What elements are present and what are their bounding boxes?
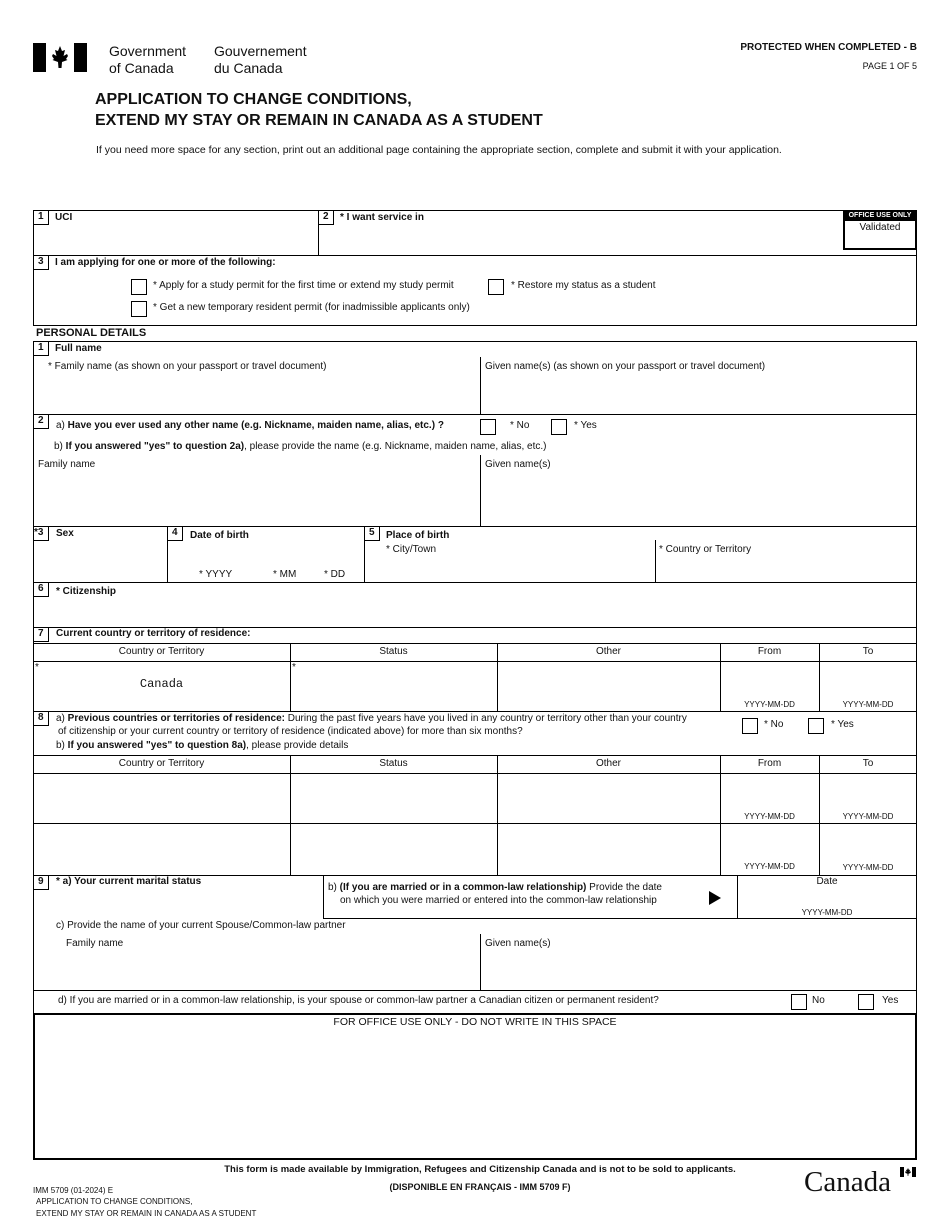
q8-col-status: Status (379, 758, 408, 769)
prev-row1-status-input[interactable] (294, 776, 494, 821)
other-family-name-input[interactable] (36, 474, 476, 524)
gov-en-line2: of Canada (109, 60, 174, 76)
service-label: * I want service in (340, 212, 424, 223)
q8a-rest: During the past five years have you lived in any country or territory other than your country (284, 713, 687, 724)
intro-text: If you need more space for any section, print out an additional page containing the appropriate section, complete and submit it with your application. (96, 144, 782, 156)
q8a-line2: of citizenship or your current country or territory of residence (indicated above) for more than six months? (58, 726, 523, 737)
q7-col-to: To (862, 646, 874, 657)
spouse-given-name-input[interactable] (484, 952, 914, 989)
other-family-name-label: Family name (38, 459, 96, 470)
residence-to-hint: YYYY-MM-DD (842, 700, 894, 709)
q8-col-divider-1 (290, 755, 291, 876)
other-name-question (56, 420, 444, 432)
study-permit-checkbox[interactable] (131, 279, 147, 295)
spouse-citizen-no-label: No (812, 995, 825, 1006)
q2b-bold: If you answered "yes" to question 2a) (65, 441, 245, 452)
q2b-rest: , please provide the name (e.g. Nickname, maiden name, alias, etc.) (244, 441, 547, 452)
q9-divider-1 (323, 875, 324, 919)
pd-q8-number: 8 (33, 711, 49, 726)
q7-status-required: * (292, 662, 296, 673)
restore-status-label: * Restore my status as a student (511, 280, 656, 291)
dob-year-input[interactable] (192, 548, 254, 566)
previous-residence-yes-label: * Yes (831, 719, 854, 730)
footer-notice: This form is made available by Immigration, Refugees and Citizenship Canada and is not to be sold to applicants. (224, 1164, 736, 1175)
spouse-family-name-label: Family name (66, 938, 124, 949)
dob-dd-label: * DD (324, 569, 346, 580)
pob-country-select[interactable] (659, 558, 914, 580)
marriage-date-input[interactable] (742, 890, 912, 906)
residence-status-select[interactable] (294, 664, 494, 709)
q9b-prefix: b) (328, 882, 340, 893)
pd-q4-number: 4 (167, 526, 183, 541)
prev-row1-other-input[interactable] (500, 776, 717, 821)
service-language-select[interactable] (322, 228, 840, 253)
q7-header-top (33, 643, 917, 644)
citizenship-select[interactable] (36, 600, 914, 625)
family-name-label: * Family name (as shown on your passport or travel document) (48, 361, 327, 372)
q7-col-from: From (757, 646, 782, 657)
q2b-prefix: b) (54, 441, 66, 452)
previous-residence-no-checkbox[interactable] (742, 718, 758, 734)
q1-number: 1 (33, 210, 49, 225)
other-given-name-input[interactable] (484, 474, 914, 524)
q2a-text: Have you ever used any other name (e.g. Nickname, maiden name, alias, etc.) ? (67, 420, 444, 431)
given-name-input[interactable] (484, 376, 914, 412)
q7-col-country: Country or Territory (118, 646, 205, 657)
gov-en-line1: Government (109, 43, 187, 59)
footer-form-title-1: APPLICATION TO CHANGE CONDITIONS, (36, 1197, 193, 1206)
dob-month-input[interactable] (266, 548, 306, 566)
q8b-bold: If you answered "yes" to question 8a) (67, 740, 247, 751)
q8-header-top (33, 755, 917, 756)
uci-label: UCI (55, 212, 73, 223)
q9b-bold: (If you are married or in a common-law relationship) (339, 882, 587, 893)
sex-label: Sex (56, 528, 74, 539)
canada-flag-logo (33, 43, 87, 72)
q8b-prefix: b) (56, 740, 68, 751)
prev-row2-to-hint: YYYY-MM-DD (842, 863, 894, 872)
prev-row2-country-input[interactable] (36, 826, 287, 873)
pd-q5-number: 5 (364, 526, 380, 541)
prev-row1-to-hint: YYYY-MM-DD (842, 812, 894, 821)
footer-form-id: IMM 5709 (01-2024) E (33, 1186, 114, 1195)
q7-col-status: Status (379, 646, 408, 657)
spouse-given-name-label: Given name(s) (485, 938, 551, 949)
q9b-text (328, 882, 662, 894)
personal-details-heading: PERSONAL DETAILS (36, 327, 147, 339)
protected-label: PROTECTED WHEN COMPLETED - B (740, 42, 917, 53)
form-title-line1: APPLICATION TO CHANGE CONDITIONS, (95, 91, 412, 108)
office-use-title: OFFICE USE ONLY (848, 212, 912, 219)
q8-col-divider-2 (497, 755, 498, 876)
gov-fr-line1: Gouvernement (214, 43, 307, 59)
applying-label: I am applying for one or more of the following: (55, 257, 276, 268)
prev-row1-country-input[interactable] (36, 776, 287, 821)
other-name-divider (480, 455, 481, 527)
spouse-citizen-no-checkbox[interactable] (791, 994, 807, 1010)
office-use-area (33, 1013, 917, 1160)
q9-row-divider (323, 918, 917, 919)
pob-label: Place of birth (386, 530, 450, 541)
q8a-text (56, 713, 687, 725)
spouse-family-name-input[interactable] (36, 952, 476, 989)
sex-select[interactable] (36, 546, 164, 580)
q8a-prefix: a) (56, 713, 68, 724)
office-use-area-title: FOR OFFICE USE ONLY - DO NOT WRITE IN THIS SPACE (333, 1016, 617, 1028)
marital-status-label: * a) Your current marital status (56, 876, 202, 887)
q8a-bold: Previous countries or territories of residence: (67, 713, 285, 724)
current-residence-label: Current country or territory of residence: (56, 628, 251, 639)
full-name-label: Full name (55, 343, 102, 354)
pd-q7-number: 7 (33, 627, 49, 642)
q8-col-country: Country or Territory (118, 758, 205, 769)
q8-col-to: To (862, 758, 874, 769)
study-permit-label: * Apply for a study permit for the first time or extend my study permit (153, 280, 454, 291)
marriage-date-hint: YYYY-MM-DD (801, 908, 853, 917)
dob-day-input[interactable] (316, 548, 356, 566)
q8b-rest: , please provide details (246, 740, 349, 751)
family-name-input[interactable] (36, 376, 476, 412)
q7-col-other: Other (595, 646, 621, 657)
q3-number: 3 (33, 255, 49, 270)
given-name-label: Given name(s) (as shown on your passport or travel document) (485, 361, 766, 372)
trp-checkbox[interactable] (131, 301, 147, 317)
trp-label: * Get a new temporary resident permit (for inadmissible applicants only) (153, 302, 470, 313)
dob-mm-label: * MM (273, 569, 297, 580)
footer-french: (DISPONIBLE EN FRANÇAIS - IMM 5709 F) (389, 1182, 571, 1192)
residence-to-input[interactable] (822, 664, 914, 698)
residence-from-hint: YYYY-MM-DD (744, 700, 795, 709)
previous-residence-no-label: * No (764, 719, 784, 730)
spouse-name-prompt: c) Provide the name of your current Spouse/Common-law partner (56, 920, 346, 931)
marital-status-select[interactable] (36, 892, 320, 916)
pd-q9-number: 9 (33, 875, 49, 890)
q8-row-divider (33, 823, 917, 824)
canada-wordmark: Canada (804, 1166, 891, 1198)
q2-number: 2 (318, 210, 334, 225)
prev-row2-other-input[interactable] (500, 826, 717, 873)
q8-col-from: From (757, 758, 782, 769)
pob-divider (655, 540, 656, 583)
pd-q6-number: 6 (33, 582, 49, 597)
dob-label: Date of birth (190, 530, 249, 541)
q9b-line2: on which you were married or entered into the common-law relationship (340, 895, 657, 906)
q9b-rest: Provide the date (586, 882, 662, 893)
other-name-no-label: * No (510, 420, 530, 431)
pd-q1-number: 1 (33, 341, 49, 356)
other-name-no-checkbox[interactable] (480, 419, 496, 435)
pob-city-input[interactable] (368, 558, 652, 580)
prev-row2-from-hint: YYYY-MM-DD (744, 862, 795, 871)
arrow-right-icon (709, 891, 721, 908)
q8b-text (56, 740, 348, 752)
gov-fr-line2: du Canada (214, 60, 283, 76)
other-given-name-label: Given name(s) (485, 459, 551, 470)
q7-country-required: * (35, 662, 39, 673)
q2a-prefix: a) (56, 420, 68, 431)
spouse-citizen-yes-label: Yes (882, 995, 899, 1006)
page-number: PAGE 1 OF 5 (862, 61, 917, 71)
q8-col-other: Other (595, 758, 621, 769)
spouse-citizen-question: d) If you are married or in a common-law relationship, is your spouse or common-law partner a Canadian citizen or permanent resident? (58, 995, 659, 1006)
other-name-yes-checkbox[interactable] (551, 419, 567, 435)
full-name-divider (480, 357, 481, 415)
other-name-followup (54, 441, 546, 453)
form-title-line2: EXTEND MY STAY OR REMAIN IN CANADA AS A STUDENT (95, 112, 543, 129)
citizenship-label: * Citizenship (56, 586, 117, 597)
office-use-validated: Validated (859, 222, 901, 233)
previous-residence-yes-checkbox[interactable] (808, 718, 824, 734)
prev-row2-status-input[interactable] (294, 826, 494, 873)
wordmark-flag-icon (900, 1167, 916, 1180)
restore-status-checkbox[interactable] (488, 279, 504, 295)
residence-from-input[interactable] (723, 664, 816, 698)
q8-header-bottom (33, 773, 917, 774)
residence-country-value[interactable]: Canada (139, 677, 184, 691)
marriage-date-label: Date (816, 876, 838, 887)
uci-input[interactable] (36, 228, 316, 253)
spouse-name-divider (480, 934, 481, 991)
other-name-yes-label: * Yes (574, 420, 597, 431)
q7-header-bottom (33, 661, 917, 662)
residence-other-input[interactable] (500, 664, 717, 709)
pob-city-label: * City/Town (386, 544, 437, 555)
footer-form-title-2: EXTEND MY STAY OR REMAIN IN CANADA AS A STUDENT (36, 1209, 257, 1218)
spouse-citizen-yes-checkbox[interactable] (858, 994, 874, 1010)
q9d-divider (33, 990, 917, 991)
prev-row1-from-hint: YYYY-MM-DD (744, 812, 795, 821)
dob-yyyy-label: * YYYY (199, 569, 233, 580)
pob-country-label: * Country or Territory (659, 544, 752, 555)
pd-q3-number: *3 (33, 526, 49, 541)
pd-q2-number: 2 (33, 414, 49, 429)
